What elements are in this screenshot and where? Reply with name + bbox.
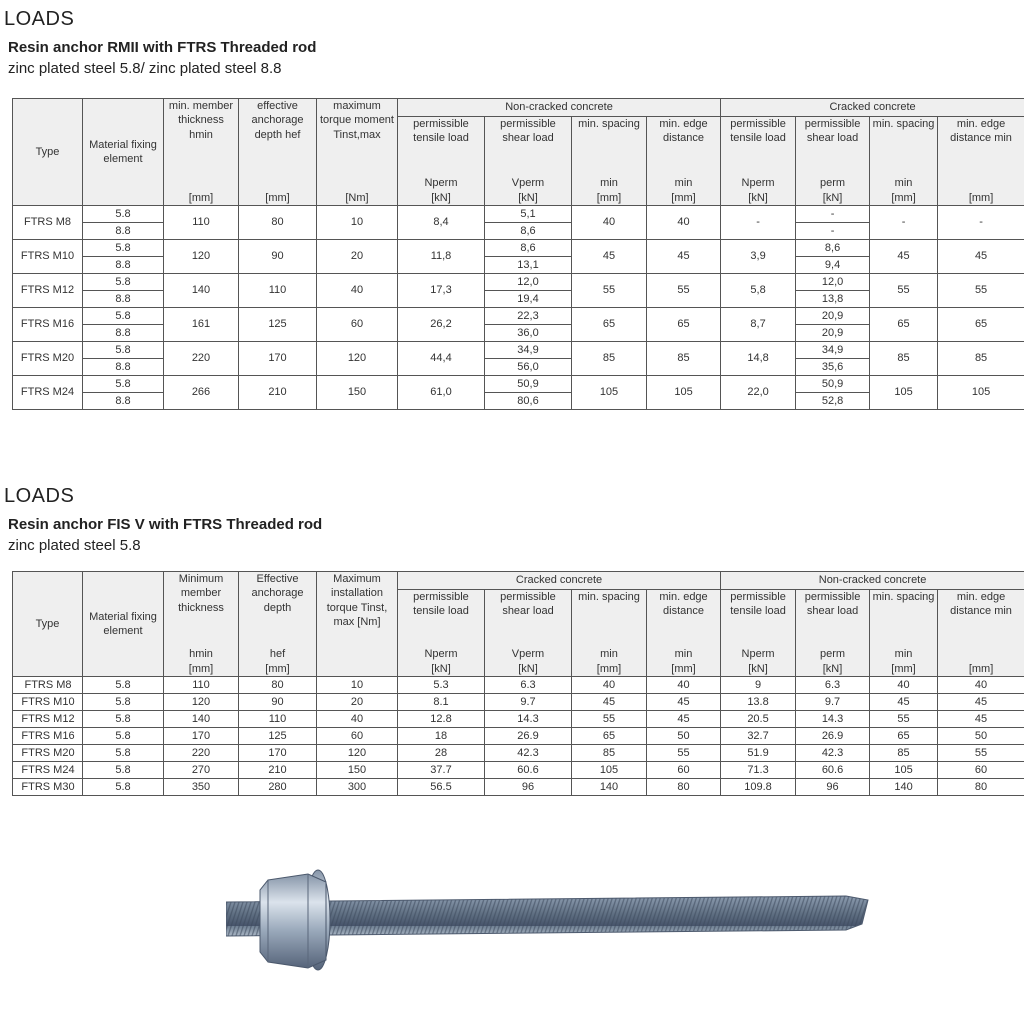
table-cell: 5.8 [83, 274, 164, 291]
table-row [13, 694, 1024, 711]
col-header-1 [83, 572, 164, 677]
col-header-label: permissible tensile load [730, 591, 786, 618]
table-cell: 55 [938, 274, 1024, 308]
table-cell: 45 [870, 694, 938, 711]
table-cell: FTRS M16 [13, 728, 83, 745]
table-row [13, 308, 1024, 325]
table-cell: 5.8 [83, 206, 164, 223]
table-cell: 170 [239, 342, 317, 376]
table-cell: 40 [647, 677, 721, 694]
table-cell: 8,6 [796, 240, 870, 257]
column-group-header: Cracked concrete [721, 99, 1024, 117]
table-cell: - [938, 206, 1024, 240]
table-cell: 5.8 [83, 240, 164, 257]
table-cell: 110 [164, 677, 239, 694]
table-cell: 13,8 [796, 291, 870, 308]
table-cell: 12,0 [796, 274, 870, 291]
table-cell: - [796, 206, 870, 223]
table-cell: - [796, 223, 870, 240]
table-cell: FTRS M8 [13, 677, 83, 694]
table-cell: 55 [647, 745, 721, 762]
table-cell: 65 [572, 308, 647, 342]
table-cell: 26,2 [398, 308, 485, 342]
table-cell: FTRS M12 [13, 711, 83, 728]
table-cell: 22,0 [721, 376, 796, 410]
table-cell: 37.7 [398, 762, 485, 779]
table-cell: 56,0 [485, 359, 572, 376]
table-cell: 42.3 [485, 745, 572, 762]
table-cell: 270 [164, 762, 239, 779]
table-cell: 40 [572, 206, 647, 240]
table-cell: 40 [870, 677, 938, 694]
table-cell: 20 [317, 240, 398, 274]
table-cell: 13,1 [485, 257, 572, 274]
table-cell: 45 [938, 240, 1024, 274]
col-header-6 [485, 117, 572, 206]
table-cell: 50,9 [485, 376, 572, 393]
table-cell: 5.3 [398, 677, 485, 694]
table-cell: 125 [239, 728, 317, 745]
col-header-unit: [mm] [188, 191, 214, 204]
table-cell: 61,0 [398, 376, 485, 410]
table-cell: 60 [647, 762, 721, 779]
table-cell: 40 [572, 677, 647, 694]
table-cell: 55 [572, 711, 647, 728]
table-cell: 28 [398, 745, 485, 762]
col-header-unit: hef [mm] [265, 648, 290, 675]
table-cell: 8.1 [398, 694, 485, 711]
column-group-header: Cracked concrete [398, 572, 721, 590]
table-cell: 60 [317, 308, 398, 342]
table-cell: 125 [239, 308, 317, 342]
col-header-unit: [Nm] [345, 191, 369, 204]
col-header-10 [796, 117, 870, 206]
table-cell: 5.8 [83, 762, 164, 779]
col-header-6 [485, 590, 572, 677]
table-cell: 8,7 [721, 308, 796, 342]
table-cell: 26.9 [796, 728, 870, 745]
table-cell: 96 [796, 779, 870, 796]
col-header-label: permissible tensile load [413, 118, 469, 145]
col-header-unit: min [mm] [671, 177, 696, 204]
col-header-label: permissible tensile load [413, 591, 469, 618]
table-cell: 12,0 [485, 274, 572, 291]
table-cell: 60.6 [485, 762, 572, 779]
col-header-unit: Nperm [kN] [424, 177, 458, 204]
table-cell: 105 [647, 376, 721, 410]
table-cell: 170 [239, 745, 317, 762]
table-cell: 266 [164, 376, 239, 410]
table-cell: 110 [239, 711, 317, 728]
table-cell: 140 [870, 779, 938, 796]
col-header-12 [938, 590, 1024, 677]
table-cell: 140 [164, 711, 239, 728]
table-cell: 45 [938, 711, 1024, 728]
table-cell: 170 [164, 728, 239, 745]
col-header-label: min. member thickness hmin [168, 100, 234, 141]
table-cell: 105 [870, 762, 938, 779]
table-cell: 14.3 [485, 711, 572, 728]
col-header-10 [796, 590, 870, 677]
table-cell: 8.8 [83, 325, 164, 342]
table-cell: 44,4 [398, 342, 485, 376]
table-cell: 34,9 [485, 342, 572, 359]
table-cell: 45 [572, 694, 647, 711]
table-cell: 161 [164, 308, 239, 342]
table-cell: 32.7 [721, 728, 796, 745]
table-cell: FTRS M12 [13, 274, 83, 308]
table-cell: 5.8 [83, 728, 164, 745]
table-cell: 5.8 [83, 376, 164, 393]
table-cell: 17,3 [398, 274, 485, 308]
table-cell: 40 [647, 206, 721, 240]
table-cell: 120 [317, 342, 398, 376]
table-row [13, 728, 1024, 745]
table-cell: 85 [938, 342, 1024, 376]
table-cell: 80 [647, 779, 721, 796]
table-cell: 50 [647, 728, 721, 745]
table-cell: 120 [164, 694, 239, 711]
table-cell: 65 [870, 728, 938, 745]
col-header-unit: Vperm [kN] [511, 648, 545, 675]
table-cell: 5,8 [721, 274, 796, 308]
table-cell: 45 [572, 240, 647, 274]
table-cell: 34,9 [796, 342, 870, 359]
table-cell: 55 [572, 274, 647, 308]
col-header-label: Material fixing element [89, 610, 157, 637]
table-cell: 9,4 [796, 257, 870, 274]
section2-material: zinc plated steel 5.8 [8, 537, 141, 554]
section1-material: zinc plated steel 5.8/ zinc plated steel 8.8 [8, 60, 282, 77]
col-header-unit: min [mm] [596, 648, 622, 675]
table-cell: 11,8 [398, 240, 485, 274]
table-cell: 110 [164, 206, 239, 240]
table-cell: 65 [647, 308, 721, 342]
table-cell: FTRS M24 [13, 376, 83, 410]
col-header-7 [572, 117, 647, 206]
col-header-unit: [mm] [968, 662, 994, 675]
col-header-unit: hmin [mm] [188, 648, 214, 675]
table-cell: 85 [870, 342, 938, 376]
col-header-7 [572, 590, 647, 677]
table-cell: FTRS M30 [13, 779, 83, 796]
table-cell: 13.8 [721, 694, 796, 711]
table-cell: 85 [647, 342, 721, 376]
col-header-unit: Vperm [kN] [511, 177, 545, 204]
table-row [13, 745, 1024, 762]
table-cell: 85 [572, 342, 647, 376]
table-cell: 71.3 [721, 762, 796, 779]
table-cell: 45 [647, 694, 721, 711]
col-header-9 [721, 590, 796, 677]
table-cell: 14,8 [721, 342, 796, 376]
table-cell: 20,9 [796, 325, 870, 342]
table-row [13, 762, 1024, 779]
col-header-label: Material fixing element [89, 138, 157, 165]
table-cell: 220 [164, 745, 239, 762]
col-header-label: permissible tensile load [730, 118, 786, 145]
table-row [13, 779, 1024, 796]
col-header-label: Effective anchorage depth [251, 573, 304, 614]
table-cell: 8.8 [83, 393, 164, 410]
col-header-3 [239, 572, 317, 677]
table-cell: 8,6 [485, 223, 572, 240]
col-header-label: min. spacing [578, 591, 640, 603]
table-cell: 300 [317, 779, 398, 796]
table-cell: 6.3 [796, 677, 870, 694]
table-cell: 80 [938, 779, 1024, 796]
column-group-header: Non-cracked concrete [721, 572, 1024, 590]
col-header-label: permissible shear load [804, 118, 861, 145]
table-cell: 52,8 [796, 393, 870, 410]
table-cell: 60 [938, 762, 1024, 779]
col-header-label: min. edge distance min [950, 591, 1012, 618]
table-cell: 45 [938, 694, 1024, 711]
table-cell: 35,6 [796, 359, 870, 376]
table-cell: 8,6 [485, 240, 572, 257]
col-header-2 [164, 572, 239, 677]
col-header-label: permissible shear load [500, 118, 556, 145]
col-header-unit: Nperm [kN] [741, 648, 775, 675]
col-header-label: permissible shear load [500, 591, 556, 618]
table-cell: 18 [398, 728, 485, 745]
table-cell: 5.8 [83, 694, 164, 711]
col-header-0 [13, 572, 83, 677]
table-cell: 50,9 [796, 376, 870, 393]
col-header-unit: Nperm [kN] [424, 648, 458, 675]
table-cell: 42.3 [796, 745, 870, 762]
table-cell: 110 [239, 274, 317, 308]
table-cell: 85 [572, 745, 647, 762]
table-cell: FTRS M16 [13, 308, 83, 342]
table-cell: 220 [164, 342, 239, 376]
table-cell: 8.8 [83, 257, 164, 274]
table-cell: 90 [239, 694, 317, 711]
table-cell: 109.8 [721, 779, 796, 796]
table-cell: 140 [572, 779, 647, 796]
table-cell: 60 [317, 728, 398, 745]
col-header-label: min. edge distance [659, 118, 708, 145]
table-cell: 140 [164, 274, 239, 308]
col-header-2 [164, 99, 239, 206]
col-header-5 [398, 117, 485, 206]
col-header-8 [647, 117, 721, 206]
col-header-unit: perm [kN] [820, 177, 846, 204]
table-cell: 120 [317, 745, 398, 762]
table-cell: 9 [721, 677, 796, 694]
table-cell: 5.8 [83, 745, 164, 762]
table-row [13, 376, 1024, 393]
table-row [13, 240, 1024, 257]
table-cell: 20,9 [796, 308, 870, 325]
table-row [13, 342, 1024, 359]
col-header-label: min. edge distance [659, 591, 708, 618]
column-group-header: Non-cracked concrete [398, 99, 721, 117]
table-row [13, 206, 1024, 223]
col-header-4 [317, 572, 398, 677]
col-header-4 [317, 99, 398, 206]
table-cell: 120 [164, 240, 239, 274]
col-header-9 [721, 117, 796, 206]
table-cell: 105 [572, 762, 647, 779]
table-cell: 20.5 [721, 711, 796, 728]
col-header-11 [870, 590, 938, 677]
table-cell: 280 [239, 779, 317, 796]
table-cell: 150 [317, 376, 398, 410]
col-header-label: min. spacing [578, 118, 640, 130]
table-cell: - [870, 206, 938, 240]
table-cell: 210 [239, 762, 317, 779]
col-header-label: Maximum installation torque Tinst, max [Nm] [326, 573, 388, 628]
section2-heading: LOADS [4, 485, 75, 507]
table-cell: 5.8 [83, 308, 164, 325]
col-header-unit: min [mm] [891, 648, 916, 675]
table-cell: 55 [647, 274, 721, 308]
col-header-unit: min [mm] [891, 177, 916, 204]
table-cell: FTRS M8 [13, 206, 83, 240]
col-header-label: Type [35, 617, 60, 630]
table-cell: 5.8 [83, 342, 164, 359]
table-cell: 5.8 [83, 677, 164, 694]
table-cell: 60.6 [796, 762, 870, 779]
table-cell: 90 [239, 240, 317, 274]
col-header-label: min. spacing [872, 591, 935, 603]
table-cell: 45 [647, 240, 721, 274]
table-cell: 350 [164, 779, 239, 796]
col-header-label: maximum torque moment Tinst,max [320, 100, 394, 141]
table-cell: - [721, 206, 796, 240]
table-cell: 105 [938, 376, 1024, 410]
table-cell: 55 [870, 711, 938, 728]
col-header-8 [647, 590, 721, 677]
table-cell: 65 [572, 728, 647, 745]
section1-heading: LOADS [4, 8, 75, 30]
table-cell: 105 [572, 376, 647, 410]
table-cell: 19,4 [485, 291, 572, 308]
table-cell: 9.7 [796, 694, 870, 711]
table-cell: 55 [938, 745, 1024, 762]
table-cell: 26.9 [485, 728, 572, 745]
col-header-1 [83, 99, 164, 206]
table-cell: 3,9 [721, 240, 796, 274]
table-cell: 8.8 [83, 223, 164, 240]
table-cell: FTRS M20 [13, 342, 83, 376]
col-header-unit: min [mm] [671, 648, 696, 675]
col-header-unit: [mm] [265, 191, 290, 204]
table-cell: 51.9 [721, 745, 796, 762]
table-cell: 40 [317, 274, 398, 308]
col-header-0 [13, 99, 83, 206]
col-header-unit: perm [kN] [820, 648, 846, 675]
table-cell: 36,0 [485, 325, 572, 342]
table-cell: 80 [239, 206, 317, 240]
table-cell: 8,4 [398, 206, 485, 240]
threaded-rod-photo [226, 866, 872, 976]
col-header-label: permissible shear load [804, 591, 861, 618]
section1-product-title: Resin anchor RMII with FTRS Threaded rod [8, 39, 317, 56]
table-cell: 22,3 [485, 308, 572, 325]
table-cell: 10 [317, 677, 398, 694]
table-cell: 8.8 [83, 359, 164, 376]
table-cell: 210 [239, 376, 317, 410]
table-cell: 10 [317, 206, 398, 240]
table-cell: 45 [647, 711, 721, 728]
table-cell: 6.3 [485, 677, 572, 694]
table-cell: 85 [870, 745, 938, 762]
col-header-label: Type [35, 145, 60, 158]
col-header-5 [398, 590, 485, 677]
col-header-label: effective anchorage depth hef [251, 100, 304, 141]
col-header-12 [938, 117, 1024, 206]
table-cell: FTRS M24 [13, 762, 83, 779]
table-cell: 80 [239, 677, 317, 694]
table-cell: FTRS M10 [13, 240, 83, 274]
table-cell: FTRS M10 [13, 694, 83, 711]
table-cell: 150 [317, 762, 398, 779]
col-header-label: min. spacing [872, 118, 935, 130]
table-cell: 40 [317, 711, 398, 728]
table-cell: 65 [938, 308, 1024, 342]
table-cell: 9.7 [485, 694, 572, 711]
table-cell: 8.8 [83, 291, 164, 308]
table-cell: FTRS M20 [13, 745, 83, 762]
fisv-load-table [12, 571, 1024, 796]
table-cell: 65 [870, 308, 938, 342]
table-cell: 5.8 [83, 711, 164, 728]
rmii-load-table [12, 98, 1024, 410]
table-cell: 96 [485, 779, 572, 796]
table-cell: 14.3 [796, 711, 870, 728]
table-cell: 80,6 [485, 393, 572, 410]
col-header-3 [239, 99, 317, 206]
table-cell: 45 [870, 240, 938, 274]
table-cell: 40 [938, 677, 1024, 694]
col-header-unit: min [mm] [596, 177, 622, 204]
col-header-11 [870, 117, 938, 206]
col-header-label: min. edge distance min [950, 118, 1012, 145]
col-header-unit: Nperm [kN] [741, 177, 775, 204]
col-header-label: Minimum member thickness [178, 573, 224, 614]
table-cell: 105 [870, 376, 938, 410]
table-cell: 50 [938, 728, 1024, 745]
section2-product-title: Resin anchor FIS V with FTRS Threaded rod [8, 516, 323, 533]
table-cell: 56.5 [398, 779, 485, 796]
table-cell: 5.8 [83, 779, 164, 796]
col-header-unit: [mm] [968, 191, 994, 204]
table-row [13, 711, 1024, 728]
table-row [13, 274, 1024, 291]
table-cell: 12.8 [398, 711, 485, 728]
table-cell: 20 [317, 694, 398, 711]
table-row [13, 677, 1024, 694]
table-cell: 55 [870, 274, 938, 308]
table-cell: 5,1 [485, 206, 572, 223]
